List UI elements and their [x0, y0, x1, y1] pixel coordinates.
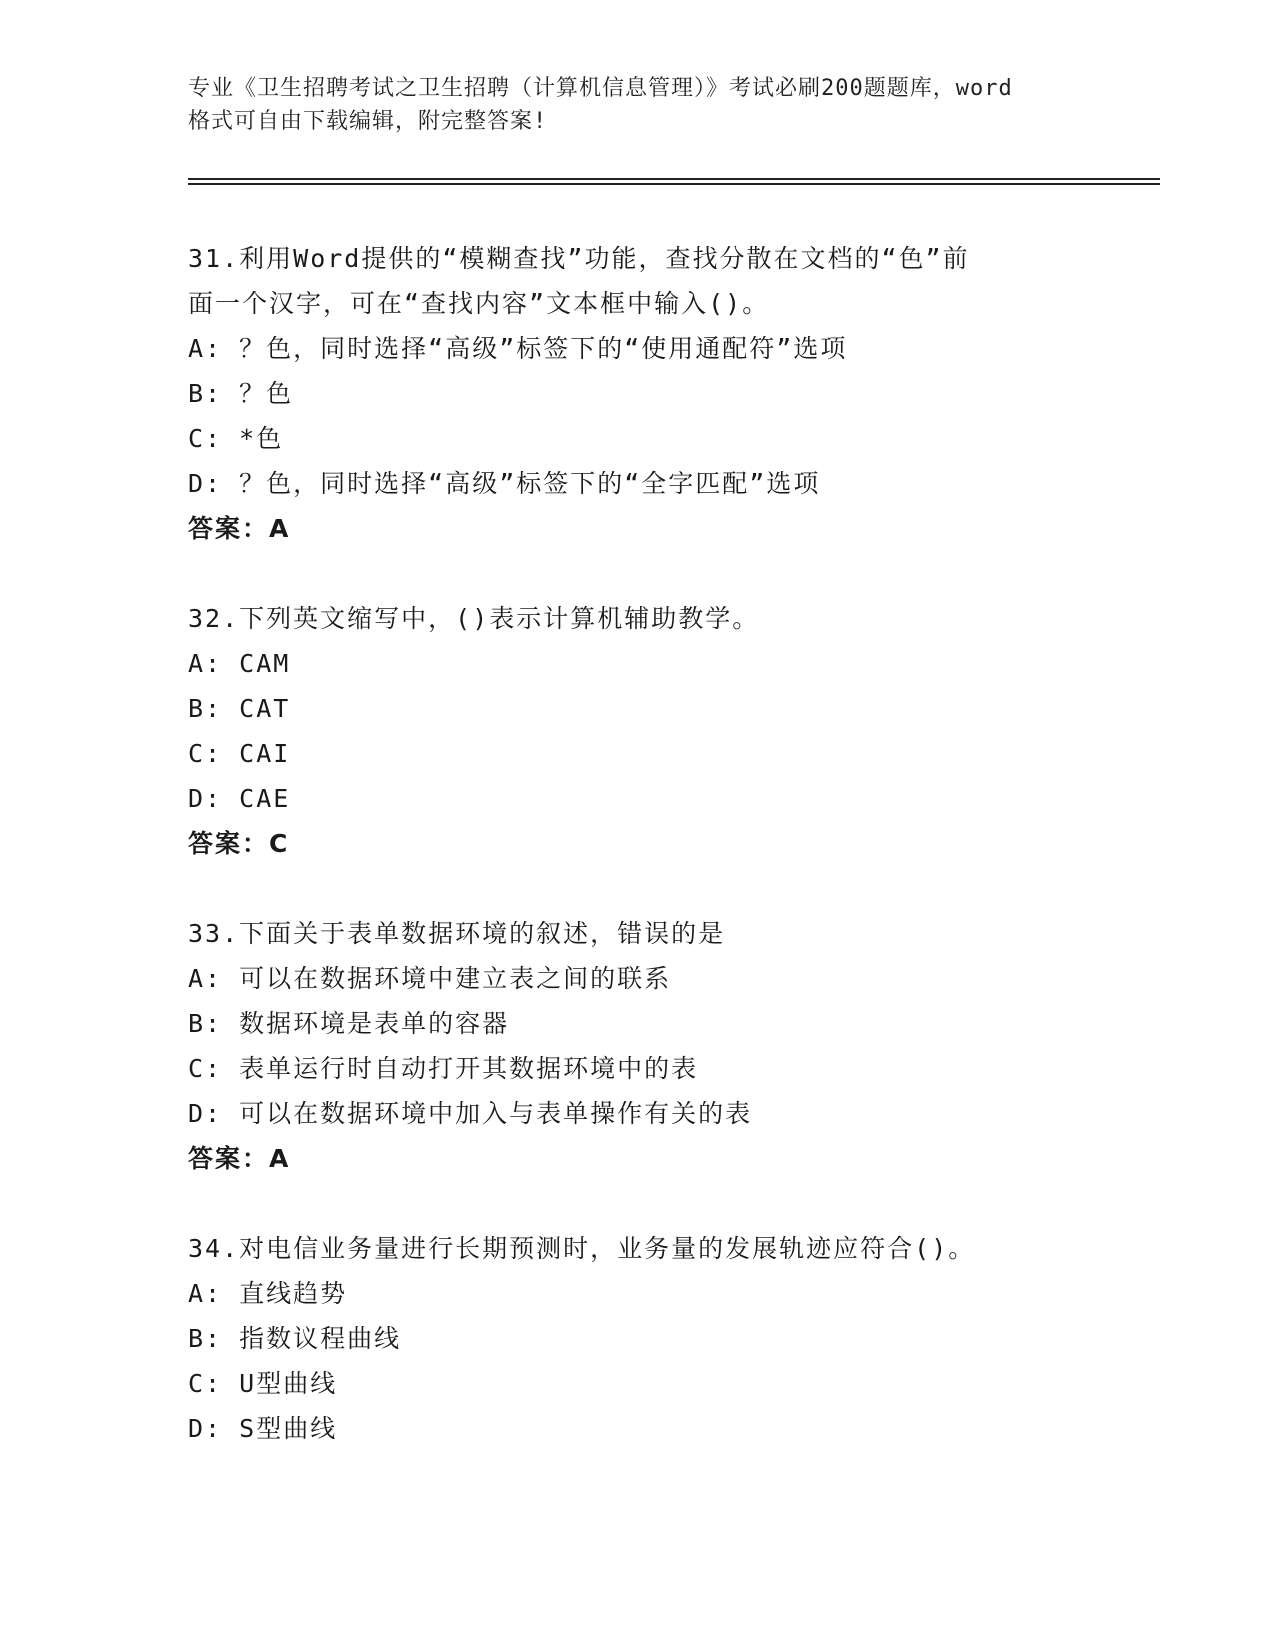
- option-c: C: U型曲线: [188, 1369, 338, 1398]
- question-stem: 34.对电信业务量进行长期预测时，业务量的发展轨迹应符合()。: [188, 1234, 976, 1263]
- option-c: C: CAI: [188, 739, 291, 768]
- answer: 答案：C: [188, 829, 290, 858]
- question-31: [188, 236, 1128, 552]
- header-divider-bottom: [188, 183, 1160, 185]
- answer: 答案：A: [188, 1144, 291, 1173]
- header-divider-top: [188, 178, 1160, 180]
- option-c: C: 表单运行时自动打开其数据环境中的表: [188, 1054, 699, 1083]
- question-stem: 33.下面关于表单数据环境的叙述，错误的是: [188, 919, 726, 948]
- option-a: A: 直线趋势: [188, 1279, 348, 1308]
- document-header: [188, 72, 1088, 138]
- question-33: [188, 911, 1128, 1182]
- option-b: B: ？色: [188, 379, 294, 408]
- option-b: B: 指数议程曲线: [188, 1324, 402, 1353]
- question-stem: 32.下列英文缩写中，()表示计算机辅助教学。: [188, 604, 760, 633]
- option-a: A: 可以在数据环境中建立表之间的联系: [188, 964, 672, 993]
- header-line-2: 格式可自由下载编辑，附完整答案!: [188, 109, 548, 134]
- option-d: D: ？色，同时选择“高级”标签下的“全字匹配”选项: [188, 469, 821, 498]
- answer: 答案：A: [188, 514, 291, 543]
- option-a: A: CAM: [188, 649, 291, 678]
- option-d: D: CAE: [188, 784, 291, 813]
- option-d: D: 可以在数据环境中加入与表单操作有关的表: [188, 1099, 753, 1128]
- question-34: [188, 1226, 1128, 1451]
- question-list: [188, 236, 1128, 1495]
- option-c: C: *色: [188, 424, 284, 453]
- header-line-1: 专业《卫生招聘考试之卫生招聘（计算机信息管理）》考试必刷200题题库，word: [188, 76, 1013, 101]
- question-stem: 31.利用Word提供的“模糊查找”功能，查找分散在文档的“色”前: [188, 244, 970, 273]
- question-stem-continued: 面一个汉字，可在“查找内容”文本框中输入()。: [188, 289, 770, 318]
- option-b: B: 数据环境是表单的容器: [188, 1009, 510, 1038]
- option-b: B: CAT: [188, 694, 291, 723]
- option-a: A: ？色，同时选择“高级”标签下的“使用通配符”选项: [188, 334, 848, 363]
- question-32: [188, 596, 1128, 867]
- option-d: D: S型曲线: [188, 1414, 338, 1443]
